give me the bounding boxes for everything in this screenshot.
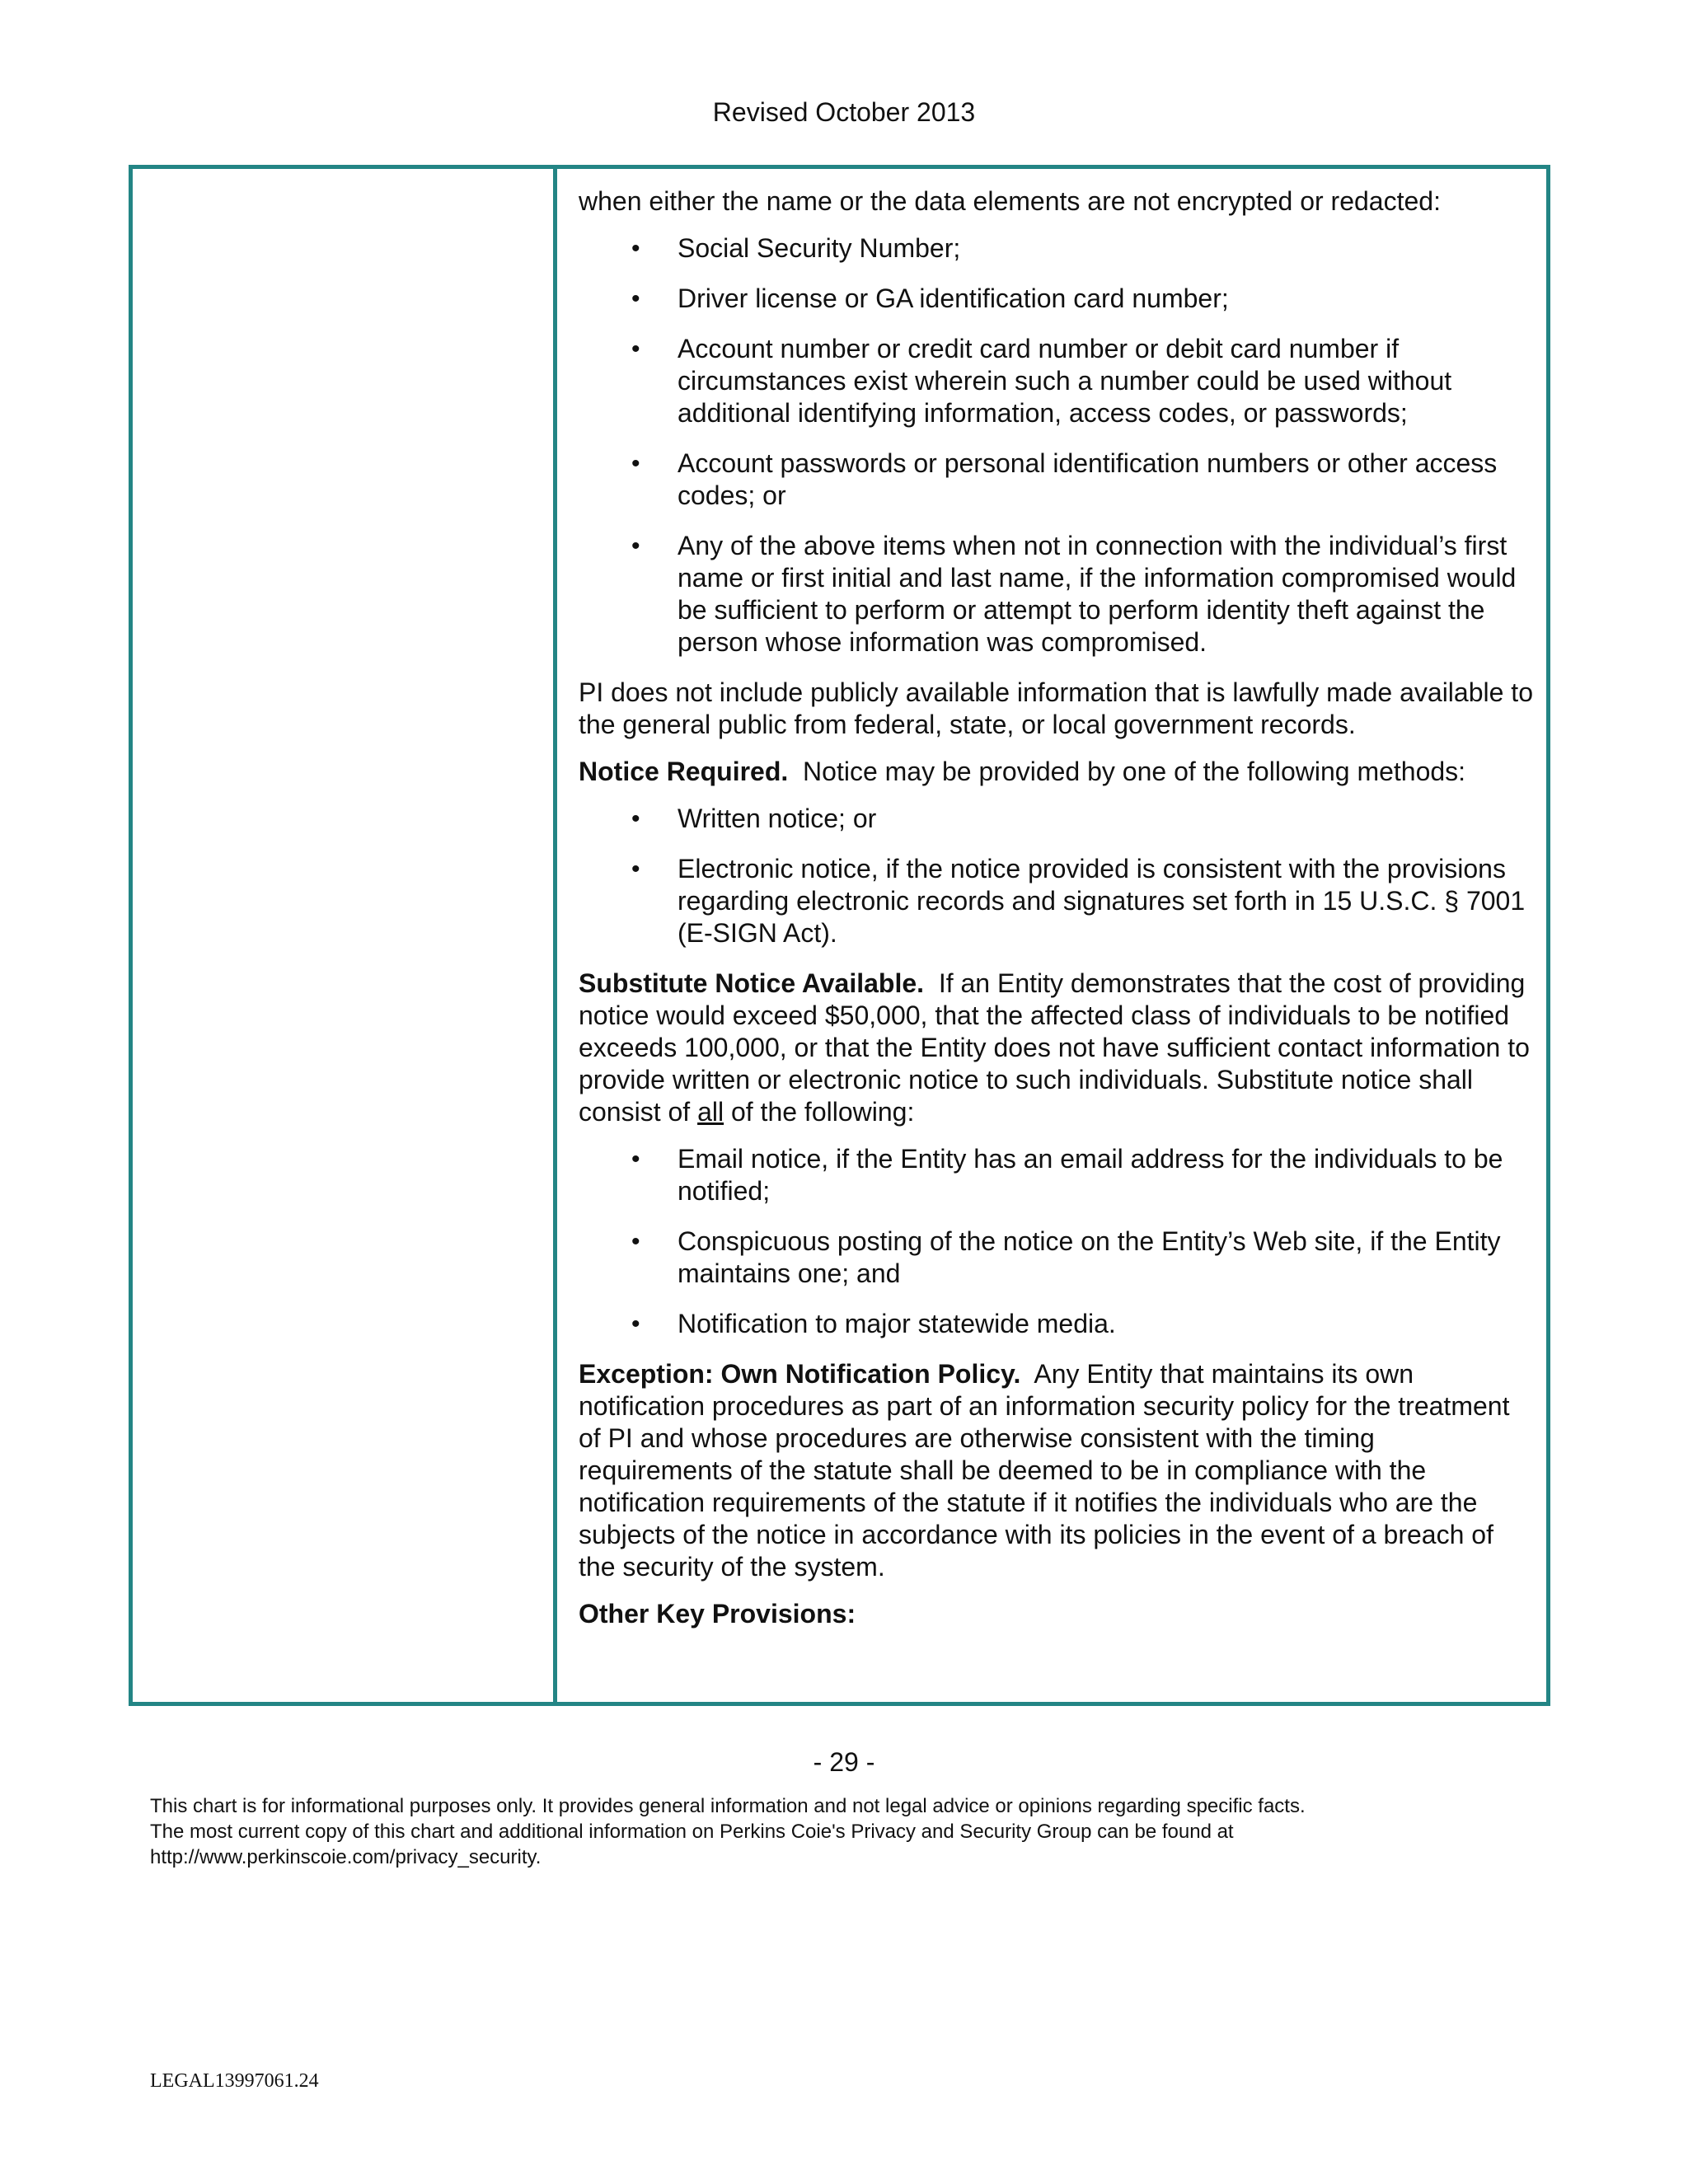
list-item: • Notification to major statewide media. xyxy=(631,1309,1116,1338)
footer-link[interactable]: http://www.perkinscoie.com/privacy_security. xyxy=(150,1846,542,1868)
footer-line: This chart is for informational purposes only. It provides general information and not legal advice or opinions regarding specific facts. xyxy=(150,1795,1306,1817)
substitute-notice-paragraph: Substitute Notice Available. If an Entity demonstrates that the cost of providing notice would exceed $50,000, that the affected class of individuals to be notified exceeds 100,000, or that the Entity does not have sufficient contact information to provide written or electronic notice to such individuals. Substitute notice shall consist of all of the following: xyxy=(579,968,1530,1127)
bullet-icon: • xyxy=(631,235,640,262)
disclaimer-footer xyxy=(150,1793,1592,1870)
revised-date-header: Revised October 2013 xyxy=(712,97,976,127)
notice-required-heading: Notice Required. xyxy=(579,757,789,786)
list-item: • Any of the above items when not in connection with the individual’s first name or first initial and last name, if the information compromised would be sufficient to perform or attempt to perform identity theft against the person whose information was compromised. xyxy=(631,531,1517,657)
bullet-icon: • xyxy=(631,1310,640,1338)
bullet-icon: • xyxy=(631,855,640,883)
list-item: • Written notice; or xyxy=(631,804,877,833)
list-item: • Account passwords or personal identification numbers or other access codes; or xyxy=(631,448,1498,510)
notice-required-paragraph xyxy=(579,756,1535,788)
bullet-icon: • xyxy=(631,532,640,560)
bullet-icon: • xyxy=(631,1228,640,1255)
document-id: LEGAL13997061.24 xyxy=(150,2070,319,2092)
list-item: • Social Security Number; xyxy=(631,233,961,263)
list-item: • Account number or credit card number or debit card number if circumstances exist wherein such a number could be used without additional identifying information, access codes, or passwords; xyxy=(631,334,1452,428)
list-item: • Conspicuous posting of the notice on the Entity’s Web site, if the Entity maintains one; and xyxy=(631,1226,1501,1288)
state-column-cell xyxy=(133,169,557,1702)
bullet-icon: • xyxy=(631,335,640,363)
bullet-icon: • xyxy=(631,805,640,832)
substitute-notice-list xyxy=(579,1143,1535,1340)
details-column-cell xyxy=(579,185,1535,1645)
list-item: • Email notice, if the Entity has an email address for the individuals to be notified; xyxy=(631,1144,1503,1206)
bullet-icon: • xyxy=(631,1146,640,1173)
bullet-icon: • xyxy=(631,285,640,312)
pi-exclusion-paragraph: PI does not include publicly available information that is lawfully made available to the general public from federal, state, or local government records. xyxy=(579,677,1533,739)
list-item: • Electronic notice, if the notice provided is consistent with the provisions regarding electronic records and signatures set forth in 15 U.S.C. § 7001 (E-SIGN Act). xyxy=(631,854,1526,948)
data-elements-list xyxy=(579,232,1535,658)
footer-line: The most current copy of this chart and additional information on Perkins Coie's Privacy and Security Group can be found at xyxy=(150,1821,1234,1843)
substitute-notice-heading: Substitute Notice Available. xyxy=(579,968,925,998)
underlined-all: all xyxy=(697,1097,724,1127)
page-number: - 29 - xyxy=(813,1747,875,1777)
other-provisions-heading: Other Key Provisions: xyxy=(579,1599,856,1629)
notice-required-text: Notice may be provided by one of the following methods: xyxy=(803,757,1466,786)
list-item: • Driver license or GA identification card number; xyxy=(631,284,1229,313)
exception-paragraph: Exception: Own Notification Policy. Any Entity that maintains its own notification procedures as part of an information security policy for the treatment of PI and whose procedures are otherwise consistent with the timing requirements of the statute shall be deemed to be in compliance with the notification requirements of the statute if it notifies the individuals who are the subjects of the notice in accordance with its policies in the event of a breach of the security of the system. xyxy=(579,1359,1510,1582)
statute-table xyxy=(129,165,1550,1706)
notice-methods-list xyxy=(579,803,1535,949)
exception-heading: Exception: Own Notification Policy. xyxy=(579,1359,1021,1389)
intro-paragraph: when either the name or the data elements are not encrypted or redacted: xyxy=(579,186,1441,216)
bullet-icon: • xyxy=(631,450,640,477)
